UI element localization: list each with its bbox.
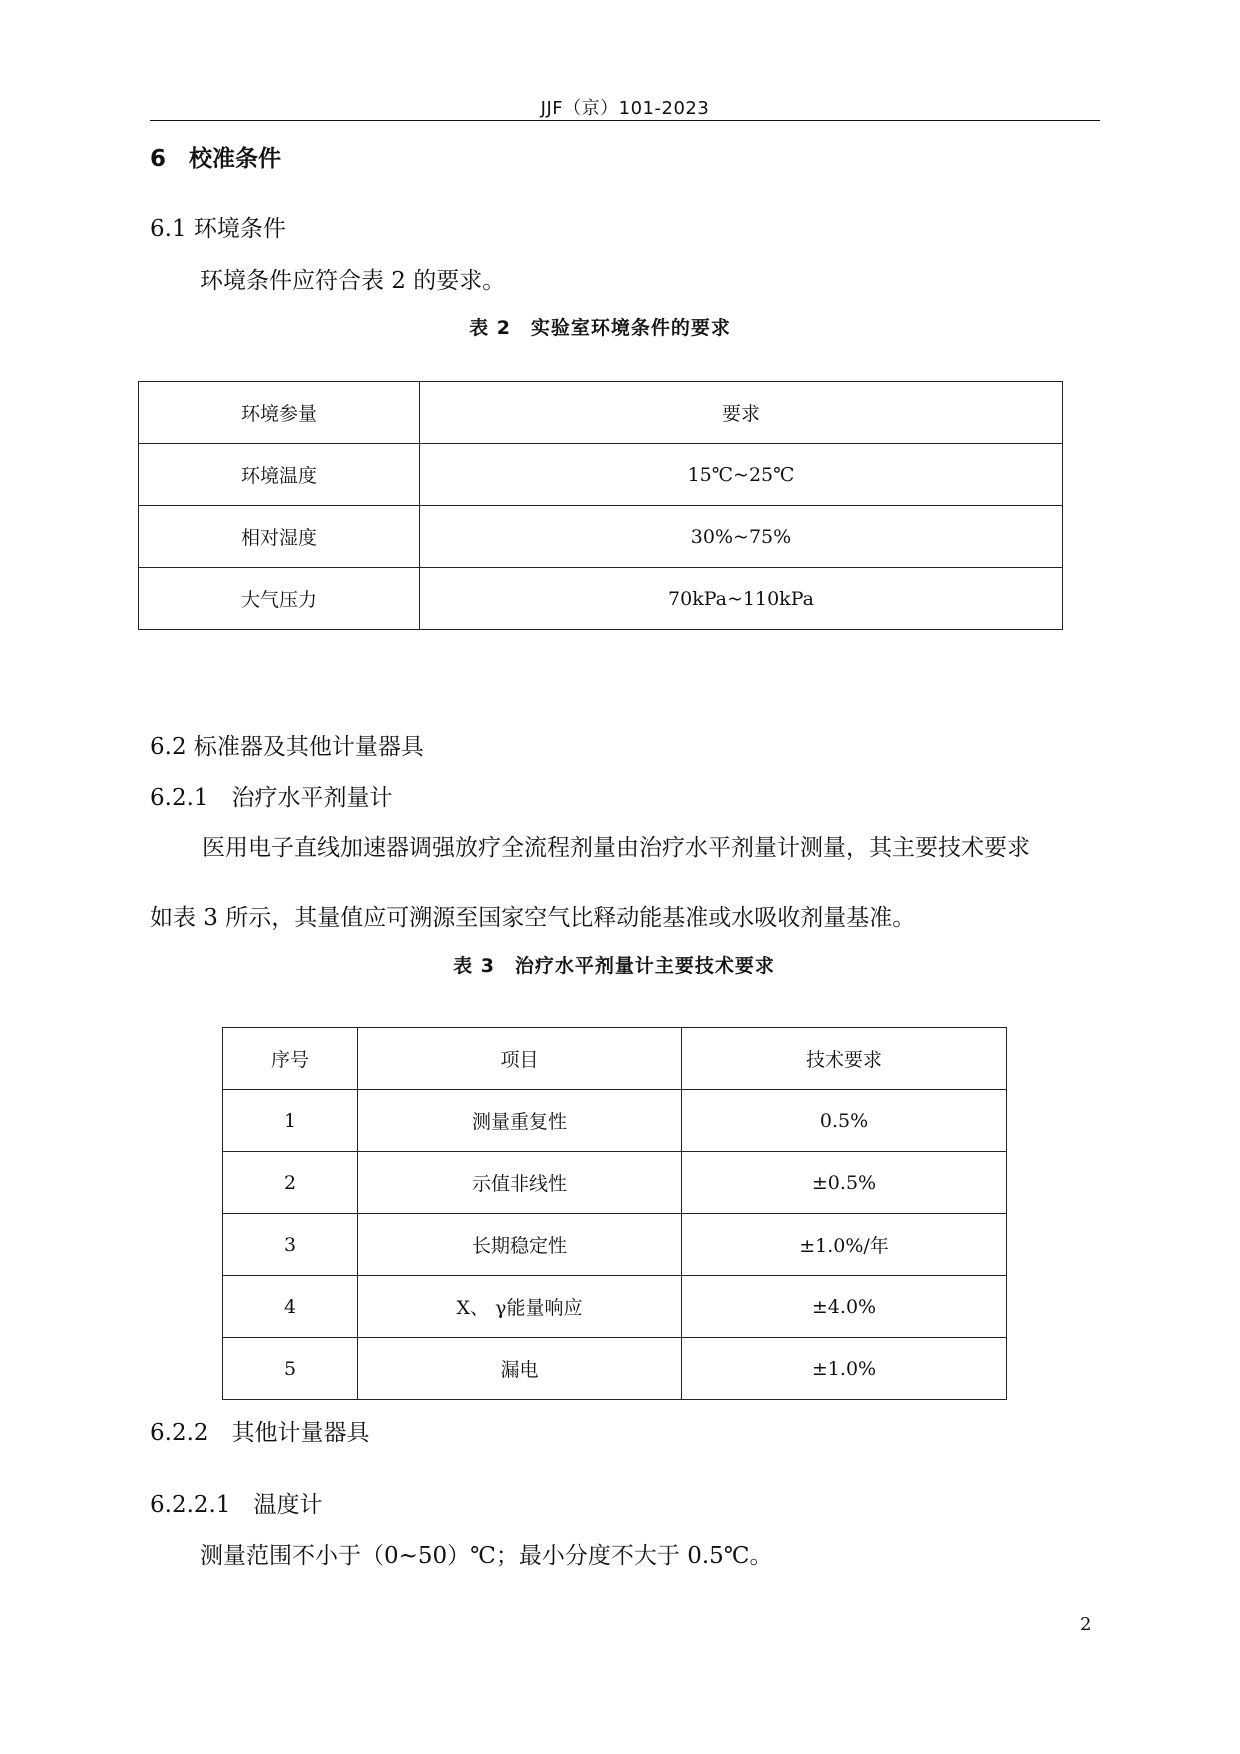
- table-3-cell: 测量重复性: [358, 1090, 682, 1152]
- table-3-cell: 2: [223, 1152, 358, 1214]
- table-2-header-cell: 环境参量: [139, 382, 420, 444]
- table-3-cell: 示值非线性: [358, 1152, 682, 1214]
- section-6-1-title: 6.1 环境条件: [150, 216, 286, 242]
- table-row: [139, 506, 1063, 568]
- table-2-header-cell: 要求: [420, 382, 1063, 444]
- document-code-header: JJF（京）101-2023: [540, 98, 710, 119]
- table-3-cell: ±4.0%: [682, 1276, 1007, 1338]
- header-rule: [150, 120, 1100, 121]
- section-6-2-2-title: 6.2.2 其他计量器具: [150, 1420, 370, 1446]
- table-3-header-cell: 项目: [358, 1028, 682, 1090]
- section-6-2-2-1-title: 6.2.2.1 温度计: [150, 1492, 323, 1518]
- table-3-cell: X、 γ能量响应: [358, 1276, 682, 1338]
- table-3-cell: 1: [223, 1090, 358, 1152]
- table-3-cell: 漏电: [358, 1338, 682, 1400]
- table-2-header-row: [139, 382, 1063, 444]
- table-3-cell: ±1.0%/年: [682, 1214, 1007, 1276]
- table-2-cell: 相对湿度: [139, 506, 420, 568]
- table-2: [138, 381, 1063, 630]
- table-3-cell: ±0.5%: [682, 1152, 1007, 1214]
- table-3-cell: ±1.0%: [682, 1338, 1007, 1400]
- table-3-cell: 3: [223, 1214, 358, 1276]
- table-3-cell: 4: [223, 1276, 358, 1338]
- table-2-caption: 表 2 实验室环境条件的要求: [469, 317, 731, 339]
- table-2-cell: 70kPa~110kPa: [420, 568, 1063, 630]
- table-row: [223, 1090, 1007, 1152]
- table-row: [139, 444, 1063, 506]
- table-row: [223, 1214, 1007, 1276]
- table-row: [139, 568, 1063, 630]
- section-6-2-1-text-line2: 如表 3 所示，其量值应可溯源至国家空气比释动能基准或水吸收剂量基准。: [150, 905, 916, 931]
- table-3: [222, 1027, 1007, 1400]
- section-6-1-text: 环境条件应符合表 2 的要求。: [200, 268, 506, 294]
- table-2-cell: 30%~75%: [420, 506, 1063, 568]
- table-3-caption: 表 3 治疗水平剂量计主要技术要求: [453, 955, 775, 977]
- table-3-header-cell: 序号: [223, 1028, 358, 1090]
- table-2-cell: 大气压力: [139, 568, 420, 630]
- page-number: 2: [1080, 1614, 1092, 1635]
- section-6-title: 6 校准条件: [150, 146, 282, 172]
- section-6-2-2-1-text: 测量范围不小于（0~50）℃；最小分度不大于 0.5℃。: [200, 1543, 773, 1569]
- table-3-cell: 长期稳定性: [358, 1214, 682, 1276]
- section-6-2-1-title: 6.2.1 治疗水平剂量计: [150, 785, 393, 811]
- table-2-cell: 15℃~25℃: [420, 444, 1063, 506]
- table-3-header-cell: 技术要求: [682, 1028, 1007, 1090]
- section-6-2-title: 6.2 标准器及其他计量器具: [150, 734, 424, 760]
- table-3-cell: 0.5%: [682, 1090, 1007, 1152]
- table-3-header-row: [223, 1028, 1007, 1090]
- table-2-cell: 环境温度: [139, 444, 420, 506]
- table-3-cell: 5: [223, 1338, 358, 1400]
- section-6-2-1-text-line1: 医用电子直线加速器调强放疗全流程剂量由治疗水平剂量计测量，其主要技术要求: [202, 835, 1030, 861]
- table-row: [223, 1338, 1007, 1400]
- table-row: [223, 1152, 1007, 1214]
- table-row: [223, 1276, 1007, 1338]
